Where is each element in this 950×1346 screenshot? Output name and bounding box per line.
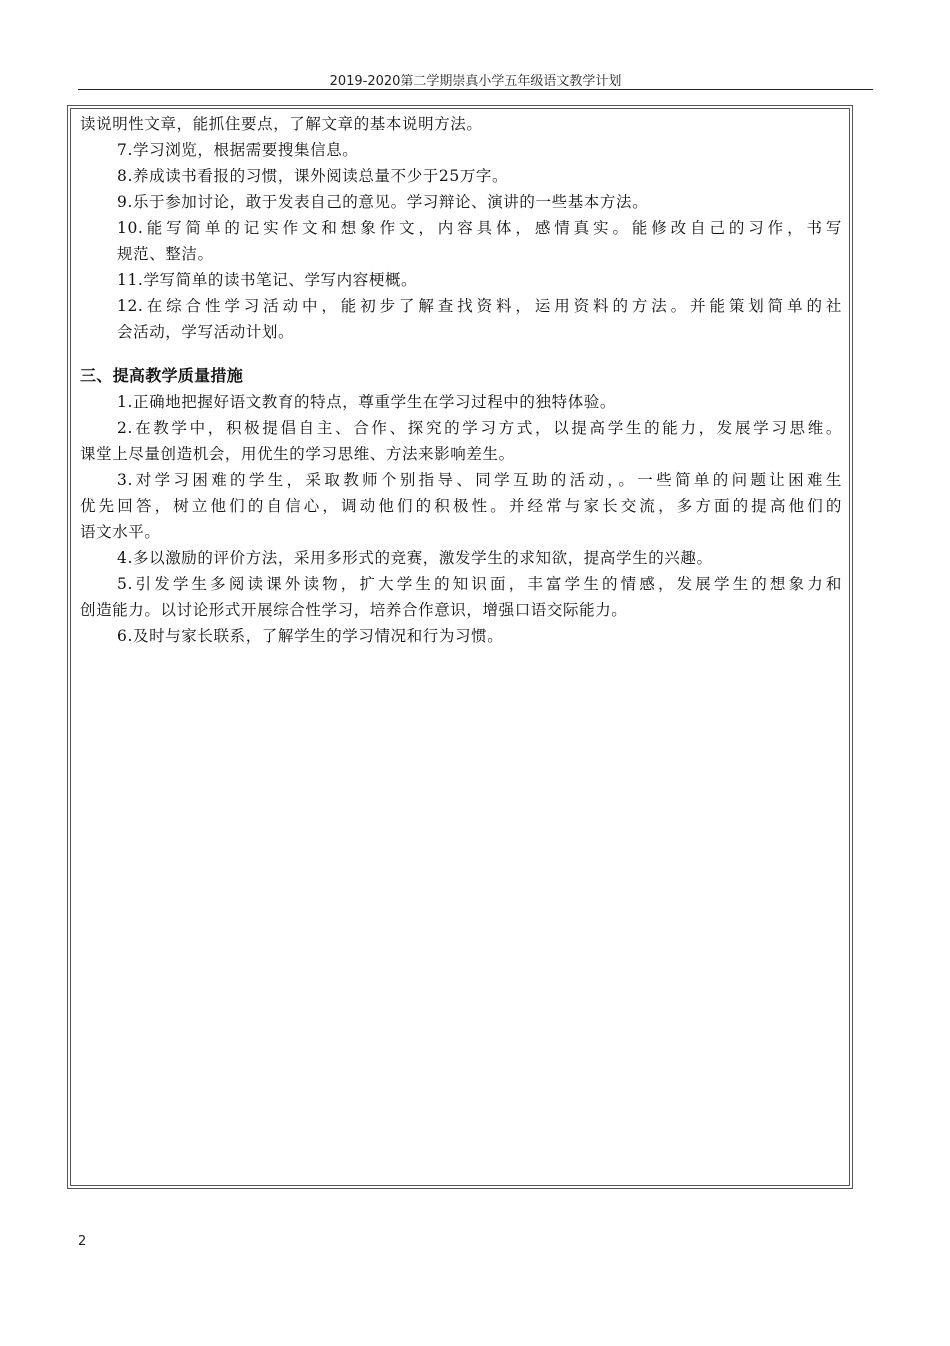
goal-item-10-line-2: 规范、整洁。	[117, 245, 214, 263]
goal-item-12-line-1: 12.在综合性学习活动中，能初步了解查找资料，运用资料的方法。并能策划简单的社	[117, 297, 842, 315]
measure-item-4: 4.多以激励的评价方法，采用多形式的竞赛，激发学生的求知欲，提高学生的兴趣。	[117, 549, 713, 567]
goal-item-8: 8.养成读书看报的习惯，课外阅读总量不少于25万字。	[117, 167, 509, 185]
header-title: 2019-2020第二学期崇真小学五年级语文教学计划	[329, 74, 622, 89]
goal-item-11: 11.学写简单的读书笔记、学写内容梗概。	[117, 271, 418, 289]
plan-content	[80, 111, 842, 649]
goal-continuation-line: 读说明性文章，能抓住要点，了解文章的基本说明方法。	[80, 115, 483, 133]
goal-item-12-line-2: 会活动，学写活动计划。	[117, 323, 295, 341]
measure-item-2-line-2: 课堂上尽量创造机会，用优生的学习思维、方法来影响差生。	[80, 445, 515, 463]
goal-item-10-line-1: 10.能写简单的记实作文和想象作文，内容具体，感情真实。能修改自己的习作，书写	[117, 219, 842, 237]
measure-item-6: 6.及时与家长联系，了解学生的学习情况和行为习惯。	[117, 627, 504, 645]
measure-item-5-line-2: 创造能力。以讨论形式开展综合性学习，培养合作意识，增强口语交际能力。	[80, 601, 628, 619]
measure-item-5-line-1: 5.引发学生多阅读课外读物，扩大学生的知识面，丰富学生的情感，发展学生的想象力和	[117, 575, 842, 593]
goal-item-9: 9.乐于参加讨论，敢于发表自己的意见。学习辩论、演讲的一些基本方法。	[117, 193, 649, 211]
header-rule	[78, 89, 873, 90]
page-number: 2	[78, 1234, 87, 1249]
measure-item-1: 1.正确地把握好语文教育的特点，尊重学生在学习过程中的独特体验。	[117, 393, 616, 411]
measure-item-2-line-1: 2.在教学中，积极提倡自主、合作、探究的学习方式，以提高学生的能力，发展学习思维。	[117, 419, 842, 437]
goal-item-7: 7.学习浏览，根据需要搜集信息。	[117, 141, 359, 159]
measure-item-3-line-2: 优先回答，树立他们的自信心，调动他们的积极性。并经常与家长交流，多方面的提高他们的	[80, 497, 842, 515]
measure-item-3-line-1: 3.对学习困难的学生，采取教师个别指导、同学互助的活动，。一些简单的问题让困难生	[117, 471, 842, 489]
section-spacer	[80, 345, 842, 363]
section-heading-measures: 三、提高教学质量措施	[80, 366, 244, 385]
measure-item-3-line-3: 语文水平。	[80, 523, 161, 541]
